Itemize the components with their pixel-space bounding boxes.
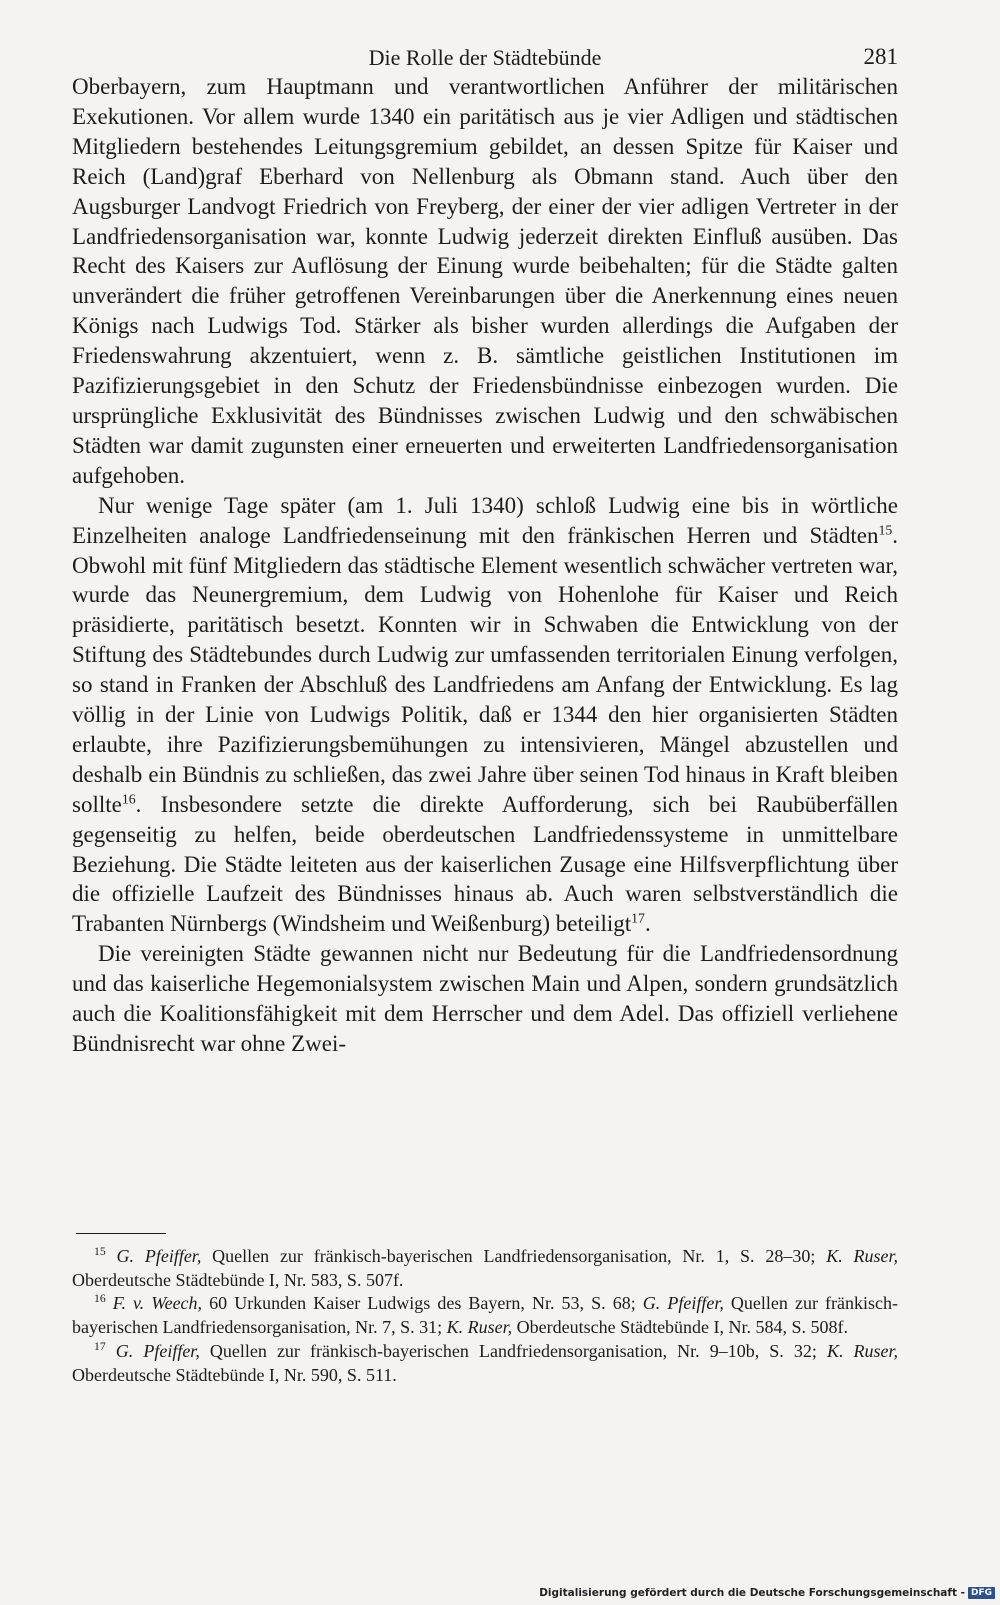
footnote-ref-17[interactable]: 17: [631, 910, 645, 926]
footnote-text: Oberdeutsche Städtebünde I, Nr. 590, S. 511.: [72, 1364, 397, 1385]
footnote-author: G. Pfeiffer,: [116, 1246, 202, 1266]
footnote-author: K. Ruser,: [446, 1317, 513, 1338]
paragraph-2-text-a: Nur wenige Tage später (am 1. Juli 1340) schloß Ludwig eine bis in wörtliche Einzelheiten analoge Landfriedenseinung mit den fränkischen Herren und Städten: [72, 492, 898, 548]
footnote-author: G. Pfeiffer,: [642, 1293, 724, 1314]
dfg-logo-icon: DFG: [968, 1587, 995, 1599]
footnote-number: 16: [94, 1292, 106, 1306]
footnote-divider: [76, 1233, 166, 1234]
footnote-16: [72, 1292, 898, 1339]
footnote-author: F. v. Weech,: [112, 1293, 203, 1314]
footnote-text: Quellen zur fränkisch-bayerischen Landfriedensorganisation, Nr. 7, S. 31;: [72, 1293, 898, 1338]
footnote-text: Quellen zur fränkisch-bayerischen Landfriedensorganisation, Nr. 1, S. 28–30;: [201, 1246, 827, 1266]
paragraph-2-text-c: . Insbesondere setzte die direkte Aufforderung, sich bei Raubüberfällen gegenseitig zu helfen, beide oberdeutschen Landfriedenssysteme in unmittelbare Beziehung. Die Städte leiteten aus der kaiserlichen Zusage eine Hilfsverpflichtung über die offizielle Laufzeit des Bündnisses hinaus ab. Auch waren selbstverständlich die Trabanten Nürnbergs (Windsheim und Weißenburg) beteiligt: [72, 791, 898, 937]
footnote-author: K. Ruser,: [826, 1340, 899, 1361]
page-number: 281: [863, 44, 898, 69]
footnote-ref-16[interactable]: 16: [121, 791, 136, 807]
paragraph-1: [72, 72, 898, 491]
digitization-credit: [539, 1585, 995, 1601]
footnote-text: Oberdeutsche Städtebünde I, Nr. 583, S. 507f.: [72, 1269, 404, 1290]
footnote-number: 17: [94, 1339, 106, 1353]
footnote-number: 15: [94, 1245, 106, 1258]
running-title: Die Rolle der Städtebünde: [368, 45, 602, 70]
footnote-text: Oberdeutsche Städtebünde I, Nr. 584, S. 508f.: [512, 1317, 849, 1338]
footnote-text: 60 Urkunden Kaiser Ludwigs des Bayern, Nr. 53, S. 68;: [202, 1293, 643, 1314]
main-text: [72, 72, 898, 1059]
paragraph-2: [72, 491, 898, 940]
paragraph-2-text-d: .: [644, 911, 651, 937]
paragraph-3: [72, 939, 898, 1059]
footnote-author: G. Pfeiffer,: [115, 1340, 200, 1361]
footnotes: [72, 1245, 898, 1387]
footnote-author: K. Ruser,: [826, 1246, 899, 1266]
paragraph-2-text-b: . Obwohl mit fünf Mitgliedern das städtische Element wesentlich schwächer vertreten war, wurde das Neunergremium, dem Ludwig von Hohenlohe für Kaiser und Reich präsidierte, paritätisch besetzt. Konnten wir in Schwaben die Entwicklung von der Stiftung des Städtebundes durch Ludwig zur umfassenden territorialen Einung verfolgen, so stand in Franken der Abschluß des Landfriedens am Anfang der Entwicklung. Es lag völlig in der Linie von Ludwigs Politik, daß er 1344 den hier organisierten Städten erlaubte, ihre Pazifizierungsbemühungen zu intensivieren, Mängel abzustellen und deshalb ein Bündnis zu schließen, das zwei Jahre über seinen Tod hinaus in Kraft bleiben sollte: [72, 522, 898, 817]
credit-text: Digitalisierung gefördert durch die Deutsche Forschungsgemeinschaft -: [539, 1587, 965, 1599]
footnote-ref-15[interactable]: 15: [878, 521, 893, 537]
footnote-15: [72, 1245, 898, 1292]
paragraph-1-text: Oberbayern, zum Hauptmann und verantwortlichen Anführer der militärischen Exekutionen. Vor allem wurde 1340 ein paritätisch aus je vier Adligen und städtischen Mitgliedern bestehendes Leitungsgremium gebildet, an dessen Spitze für Kaiser und Reich (Land)graf Eberhard von Nellenburg als Obmann stand. Auch über den Augsburger Landvogt Friedrich von Freyberg, der einer der vier adligen Vertreter in der Landfriedensorganisation war, konnte Ludwig jederzeit direkten Einfluß ausüben. Das Recht des Kaisers zur Auflösung der Einung wurde beibehalten; für die Städte galten unverändert die früher getroffenen Vereinbarungen über die Anerkennung eines neuen Königs nach Ludwigs Tod. Stärker als bisher wurden allerdings die Aufgaben der Friedenswahrung akzentuiert, wenn z. B. sämtliche geistlichen Institutionen im Pazifizierungsgebiet in den Schutz der Friedensbündnisse einbezogen wurden. Die ursprüngliche Exklusivität des Bündnisses zwischen Ludwig und den schwäbischen Städten war damit zugunsten einer erneuerten und erweiterten Landfriedensorganisation aufgehoben.: [72, 74, 898, 488]
footnote-17: [72, 1340, 898, 1387]
footnote-text: Quellen zur fränkisch-bayerischen Landfriedensorganisation, Nr. 9–10b, S. 32;: [199, 1340, 827, 1361]
paragraph-3-text: Die vereinigten Städte gewannen nicht nur Bedeutung für die Landfriedensordnung und das kaiserliche Hegemonialsystem zwischen Main und Alpen, sondern grundsätzlich auch die Koalitionsfähigkeit mit dem Herrscher und dem Adel. Das offiziell verliehene Bündnisrecht war ohne Zwei-: [72, 941, 898, 1056]
